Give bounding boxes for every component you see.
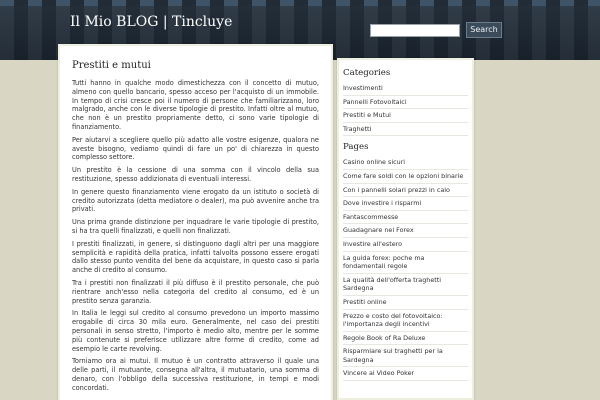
- post-paragraph: Una prima grande distinzione per inquadrare le varie tipologie di prestito, si ha tra quelli finalizzati, e quelli non finalizzati.: [72, 218, 319, 235]
- post-paragraph: Torniamo ora ai mutui. Il mutuo è un contratto attraverso il quale una delle parti, il mutuante, consegna all'altra, il mutuatario, una somma di denaro, con l'obbligo della successiva restituzione, in tempi e modi concordati.: [72, 357, 319, 392]
- category-link[interactable]: Investimenti: [343, 82, 468, 96]
- post-content: [58, 44, 333, 400]
- page-link[interactable]: Regole Book of Ra Deluxe: [343, 332, 468, 346]
- post-paragraph: I prestiti finalizzati, in genere, si distinguono dagli altri per una maggiore semplicità e rapidità della pratica, infatti talvolta possono essere erogati dallo stesso punto vendita del bene da acquistare, in questo caso si parla anche di credito al consumo.: [72, 239, 319, 275]
- page-link[interactable]: Risparmiare sui traghetti per la Sardegna: [343, 345, 468, 367]
- pages-list: [343, 156, 468, 381]
- page-link[interactable]: Fantascommesse: [343, 211, 468, 225]
- page-link[interactable]: La qualità dell'offerta traghetti Sardegna: [343, 274, 468, 296]
- header-pattern-band: [0, 0, 600, 6]
- page-link[interactable]: Come fare soldi con le opzioni binarie: [343, 170, 468, 184]
- post-paragraph: Un prestito è la cessione di una somma con il vincolo della sua restituzione, spesso addizionata di eventuali interessi.: [72, 166, 319, 183]
- site-title[interactable]: Il Mio BLOG | Tincluye: [70, 14, 233, 30]
- categories-list: [343, 82, 468, 136]
- search-input[interactable]: [370, 24, 460, 37]
- page-link[interactable]: Casino online sicuri: [343, 156, 468, 170]
- category-link[interactable]: Prestiti e Mutui: [343, 109, 468, 123]
- page-link[interactable]: La guida forex: poche ma fondamentali regole: [343, 252, 468, 274]
- page-link[interactable]: Con i pannelli solari prezzi in calo: [343, 184, 468, 198]
- post-paragraph: In genere questo finanziamento viene erogato da un istituto o società di credito autorizzata (detta mediatore o dealer), ma può avvenire anche tra privati.: [72, 187, 319, 214]
- post-paragraph: In Italia le leggi sul credito al consumo prevedono un importo massimo erogabile di circa 30 mila euro. Generalmente, nel caso dei prestiti personali in senso stretto, l'importo è medio alto, mentre per le somme più contenute si preferisce utilizzare altre forme di credito, come ad esempio le carte revolving.: [72, 309, 319, 353]
- page-link[interactable]: Vincere ai Video Poker: [343, 367, 468, 381]
- page-link[interactable]: Guadagnare nel Forex: [343, 224, 468, 238]
- category-link[interactable]: Pannelli Fotovoltaici: [343, 96, 468, 110]
- page-link[interactable]: Investire all'estero: [343, 238, 468, 252]
- category-link[interactable]: Traghetti: [343, 123, 468, 137]
- post-paragraph: Tutti hanno in qualche modo dimestichezza con il concetto di mutuo, almeno con quello bancario, spesso acceso per l'acquisto di un immobile. In tempo di crisi cresce poi il numero di persone che familiarizzano, loro malgrado, anche con le diverse tipologie di prestito. Infatti oltre al mutuo, che non è un prestito propriamente detto, ci sono varie tipologie di finanziamento.: [72, 79, 319, 131]
- search-button[interactable]: Search: [466, 22, 502, 38]
- categories-title: Categories: [343, 68, 391, 78]
- page-link[interactable]: Prezzo e costo del fotovoltaico: l'importanza degli incentivi: [343, 310, 468, 332]
- pages-title: Pages: [343, 142, 369, 153]
- post-title[interactable]: Prestiti e mutui: [72, 60, 151, 71]
- page-link[interactable]: Prestiti online: [343, 296, 468, 310]
- sidebar: [337, 58, 474, 400]
- post-paragraph: Tra i prestiti non finalizzati il più diffuso è il prestito personale, che può rientrare anch'esso nella categoria del credito al consumo, ed è un prestito senza garanzia.: [72, 278, 319, 305]
- page-link[interactable]: Dove investire i risparmi: [343, 197, 468, 211]
- post-paragraph: Per aiutarvi a scegliere quello più adatto alle vostre esigenze, qualora ne aveste bisogno, vediamo quindi di fare un po' di chiarezza in questo complesso settore.: [72, 135, 319, 162]
